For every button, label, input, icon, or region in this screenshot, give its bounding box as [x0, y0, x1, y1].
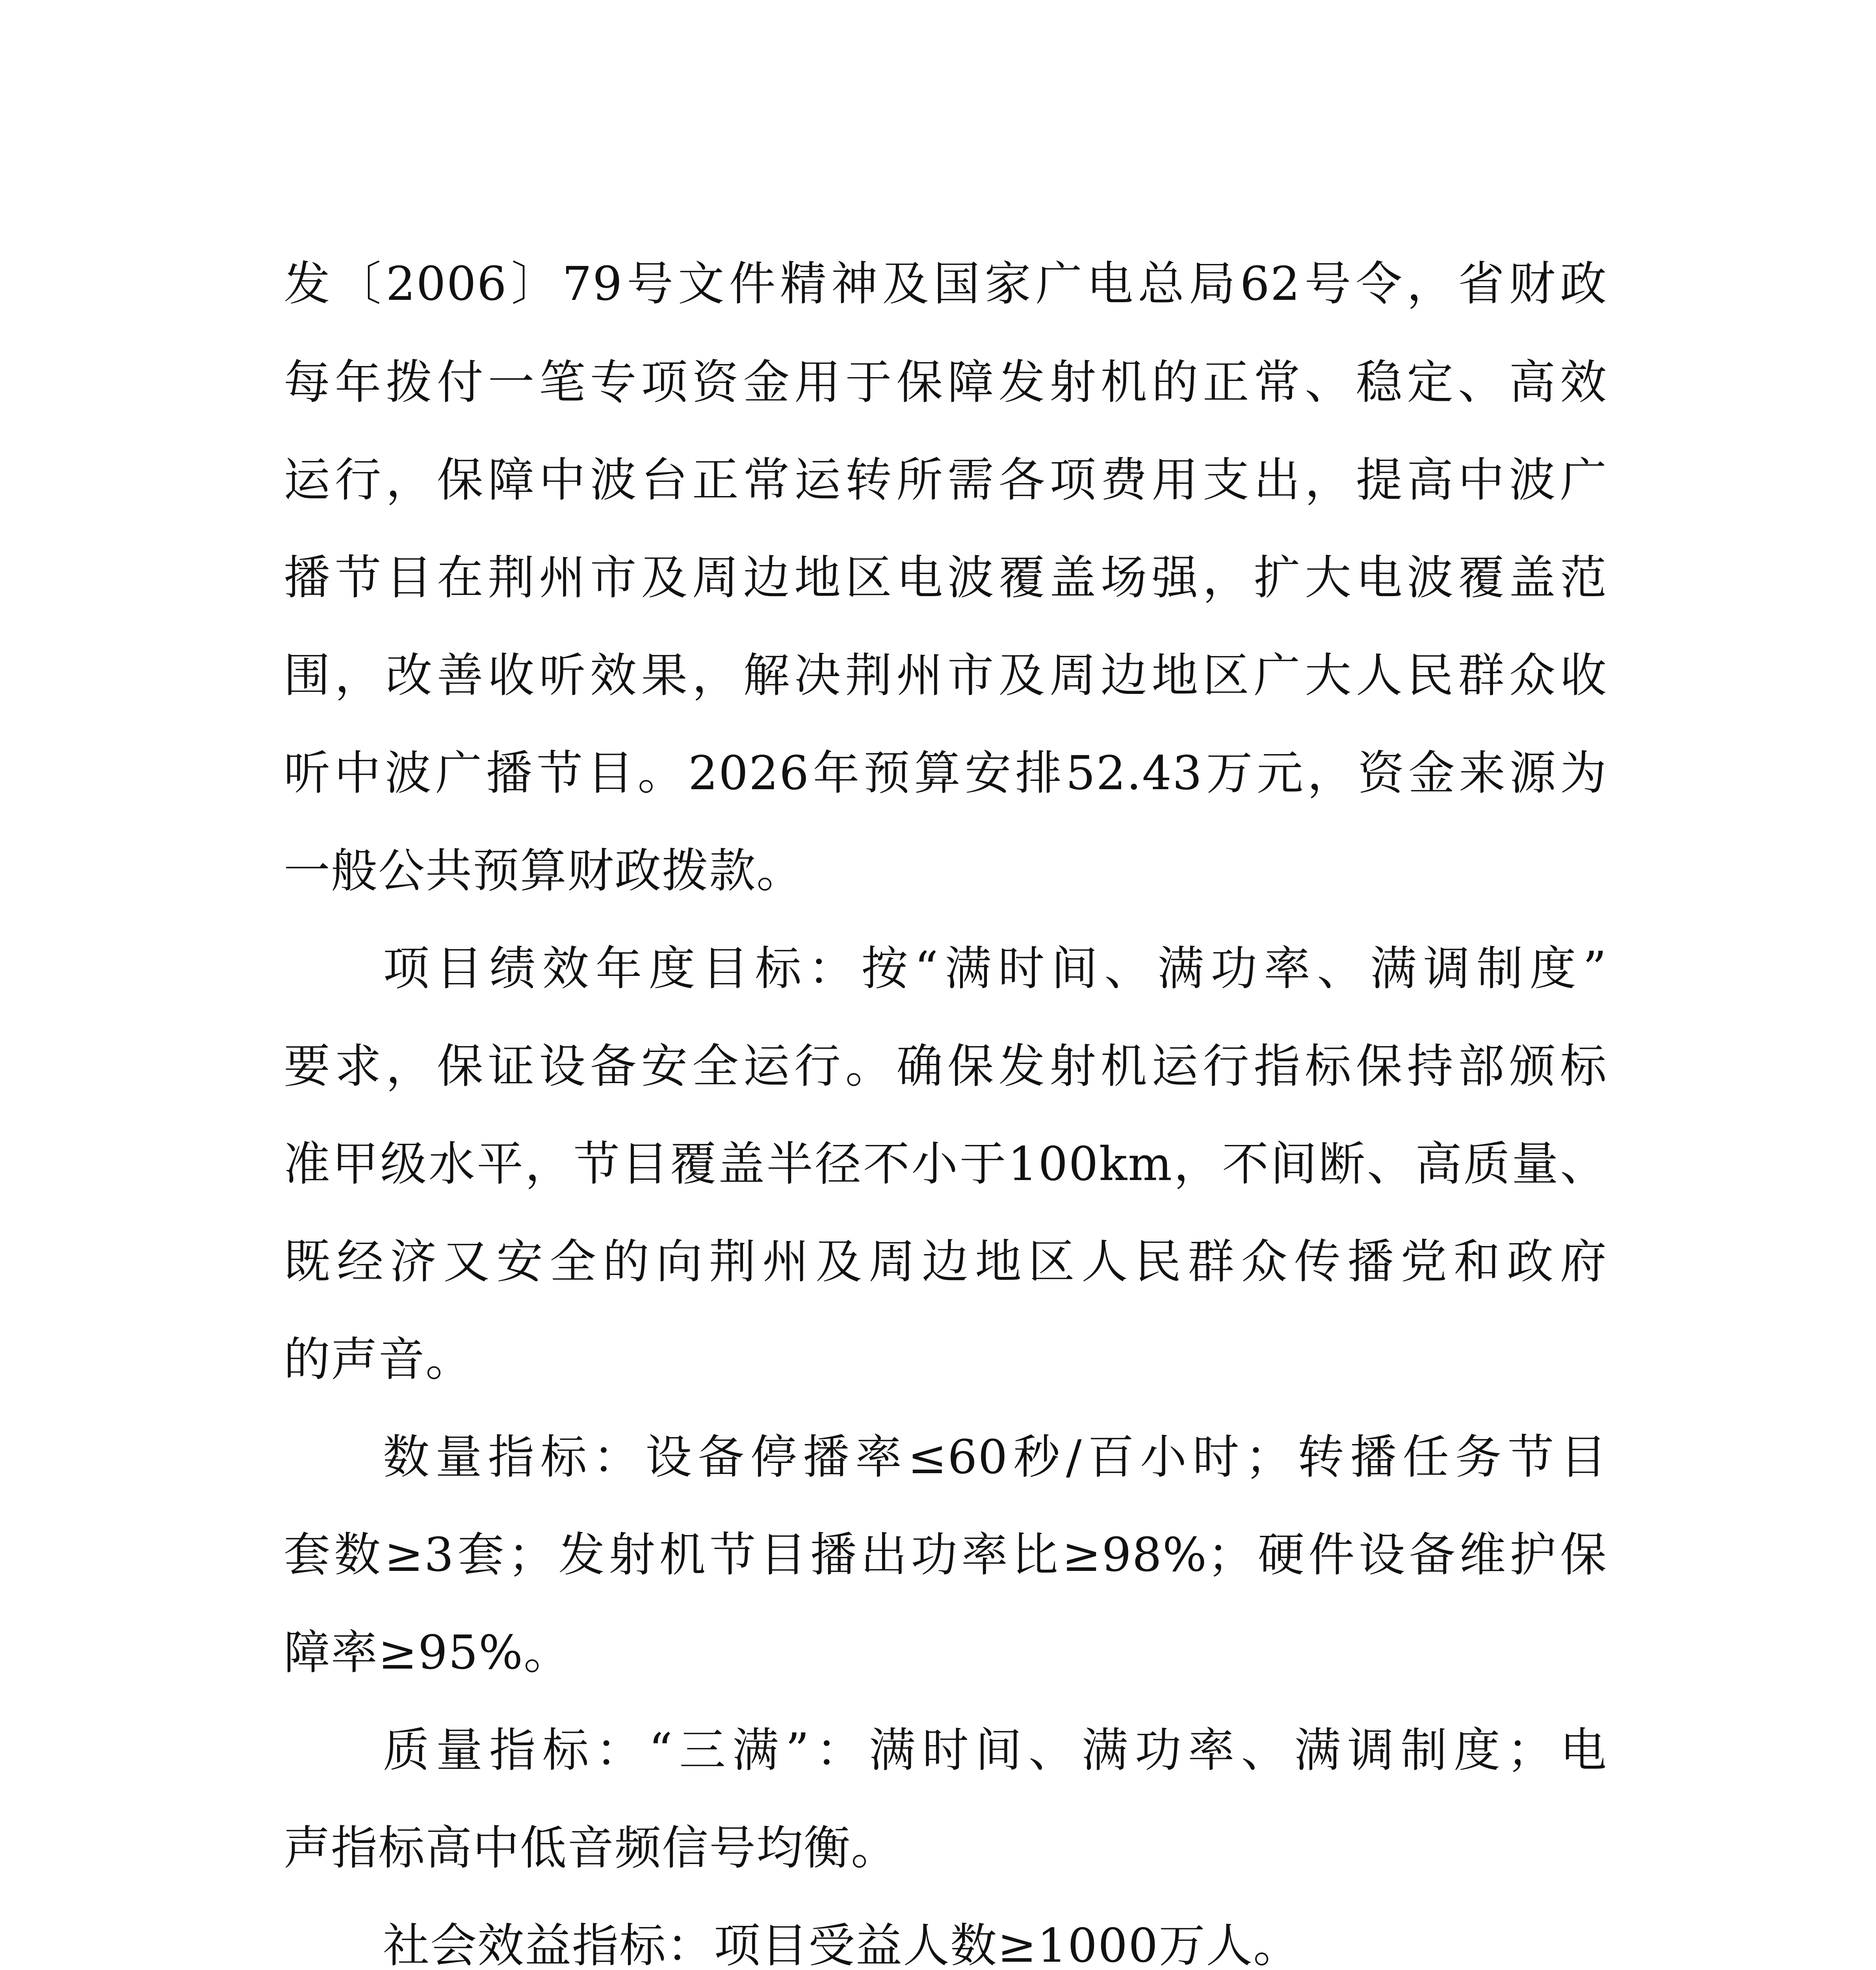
- paragraph-1-line-4: 播节目在荆州市及周边地区电波覆盖场强，扩大电波覆盖范: [284, 550, 1607, 605]
- paragraph-2-line-5: 的声音。: [284, 1332, 473, 1386]
- paragraph-1-line-5: 围，改善收听效果，解决荆州市及周边地区广大人民群众收: [284, 648, 1607, 703]
- paragraph-1-line-2: 每年拨付一笔专项资金用于保障发射机的正常、稳定、高效: [284, 355, 1607, 409]
- paragraph-3-line-2: 套数≥3套；发射机节目播出功率比≥98%；硬件设备维护保: [284, 1528, 1607, 1582]
- paragraph-1-line-7: 一般公共预算财政拨款。: [284, 844, 804, 898]
- paragraph-2-line-2: 要求，保证设备安全运行。确保发射机运行指标保持部颁标: [284, 1039, 1607, 1093]
- paragraph-1-line-3: 运行，保障中波台正常运转所需各项费用支出，提高中波广: [284, 453, 1607, 507]
- paragraph-3-line-1: 数量指标：设备停播率≤60秒/百小时；转播任务节目: [383, 1430, 1607, 1484]
- paragraph-1-line-1: 发〔2006〕79号文件精神及国家广电总局62号令，省财政: [284, 256, 1607, 311]
- paragraph-5-line-1: 社会效益指标：项目受益人数≥1000万人。: [383, 1918, 1301, 1970]
- paragraph-3-line-3: 障率≥95%。: [284, 1625, 571, 1680]
- paragraph-1-line-6: 听中波广播节目。2026年预算安排52.43万元，资金来源为: [284, 746, 1607, 800]
- paragraph-4-line-1: 质量指标：“三满”：满时间、满功率、满调制度；电: [383, 1723, 1607, 1777]
- paragraph-2-line-3: 准甲级水平，节目覆盖半径不小于100km，不间断、高质量、: [284, 1137, 1607, 1191]
- paragraph-2-line-1: 项目绩效年度目标：按“满时间、满功率、满调制度”: [383, 941, 1607, 996]
- paragraph-2-line-4: 既经济又安全的向荆州及周边地区人民群众传播党和政府: [284, 1234, 1607, 1289]
- paragraph-4-line-2: 声指标高中低音频信号均衡。: [284, 1821, 899, 1875]
